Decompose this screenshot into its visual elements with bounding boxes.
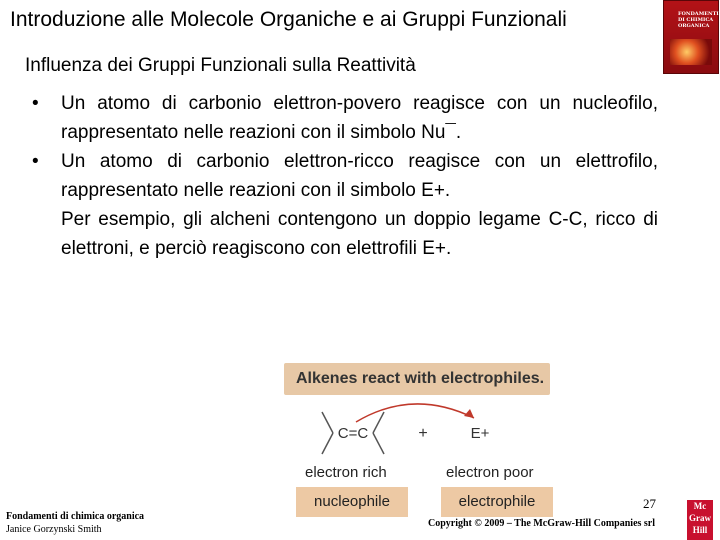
figure-banner: Alkenes react with electrophiles. (284, 363, 550, 395)
bullet-marker: • (32, 151, 39, 172)
book-cover-art (670, 39, 712, 65)
page-number: 27 (643, 496, 656, 511)
logo-line: Hill (692, 525, 708, 535)
slide-title: Introduzione alle Molecole Organiche e ai Gruppi Funzionali (10, 8, 567, 31)
bond-line (322, 412, 333, 433)
alkene-figure (278, 360, 562, 530)
bullet-marker: • (32, 93, 39, 114)
bond-line (322, 433, 333, 454)
electron-poor-caption: electron poor (446, 464, 534, 481)
bullet-text: Un atomo di carbonio elettron-ricco reagisce con un elettrofilo, rappresentato nelle reazioni con il simbolo E+. (61, 151, 658, 201)
plus-sign: + (418, 425, 428, 442)
example-paragraph: Per esempio, gli alcheni contengono un doppio legame C-C, ricco di elettroni, e perciò reagiscono con elettrofili E+. (61, 209, 658, 259)
alkene-label: C=C (337, 425, 369, 442)
logo-line: Mc (693, 501, 707, 511)
book-author: Janice Gorzynski Smith (6, 524, 102, 535)
curved-arrow (356, 404, 474, 422)
slide-subtitle: Influenza dei Gruppi Funzionali sulla Reattività (25, 55, 416, 76)
mcgraw-hill-logo (687, 500, 713, 540)
bullet-item (32, 147, 658, 205)
book-cover-image (663, 0, 719, 74)
electrophile-symbol: E+ (470, 425, 490, 442)
bullet-item (32, 89, 658, 147)
book-cover-text: FONDAMENTI DI CHIMICA ORGANICA (678, 11, 719, 29)
electrophile-box: electrophile (441, 487, 553, 517)
electron-rich-caption: electron rich (305, 464, 387, 481)
copyright-notice: Copyright © 2009 – The McGraw-Hill Companies srl (428, 518, 656, 529)
book-title: Fondamenti di chimica organica (6, 511, 145, 522)
nucleophile-box: nucleophile (296, 487, 408, 517)
bullet-text: Un atomo di carbonio elettron-povero reagisce con un nucleofilo, rappresentato nelle reazioni con il simbolo Nu¯. (61, 93, 658, 143)
slide-body (32, 89, 658, 263)
logo-line: Graw (689, 513, 711, 523)
bond-line (373, 412, 384, 433)
book-reference (6, 510, 144, 536)
bond-line (373, 433, 384, 454)
